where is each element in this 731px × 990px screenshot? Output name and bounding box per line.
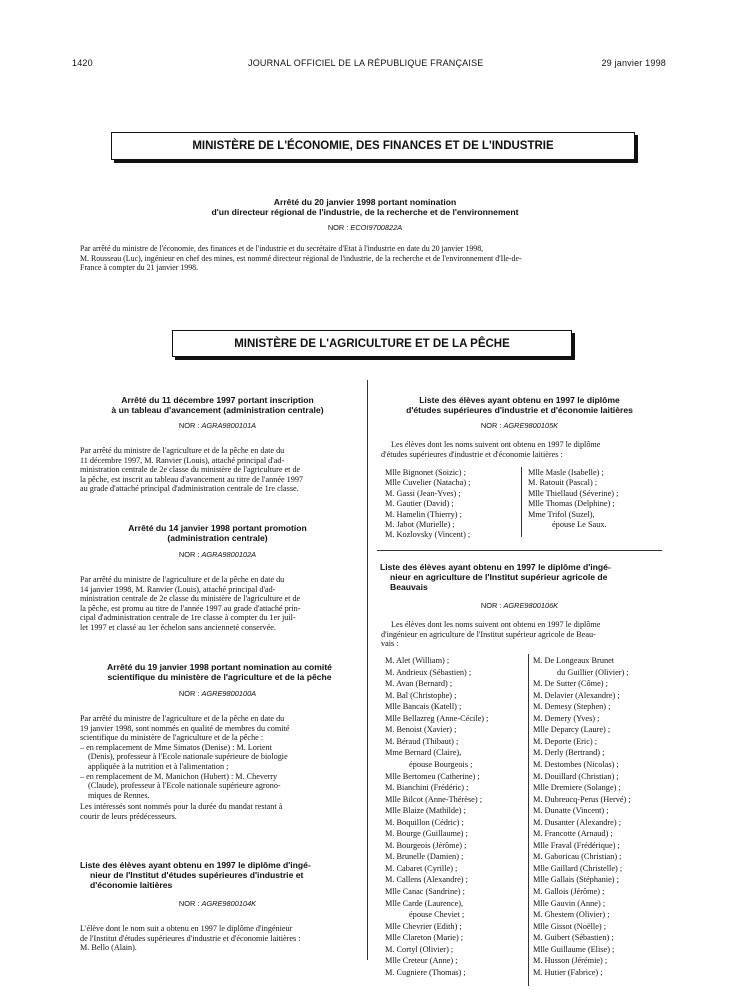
list-item: M. Dusanter (Alexandre) ; bbox=[533, 817, 622, 827]
list-item: Mlle Gallais (Stéphanie) ; bbox=[533, 875, 619, 885]
list-item: Mlle Gissot (Noëlle) ; bbox=[533, 921, 607, 931]
list-item: M. Gaboricau (Christian) ; bbox=[533, 852, 622, 862]
list-item: Mlle Bignonet (Soizic) ; bbox=[385, 468, 466, 477]
list-item: M. Andrieux (Sébastien) ; bbox=[385, 667, 472, 677]
list-item: M. Douillard (Christian) ; bbox=[533, 771, 619, 781]
list-item: M. Gallois (Jérôme) ; bbox=[533, 887, 605, 896]
list-item: Mlle Bancais (Katell) ; bbox=[385, 702, 462, 712]
nor-reference: NOR : ECOI9700822A bbox=[327, 223, 403, 232]
nor-reference: NOR : AGRE9800106K bbox=[480, 601, 559, 610]
list-item: Mlle Gauvin (Anne) ; bbox=[533, 898, 606, 908]
list-item: M. Jabot (Murielle) ; bbox=[385, 520, 455, 529]
list-item: M. De Sutter (Côme) ; bbox=[533, 679, 608, 689]
list-item: Mlle Cuvelier (Natacha) ; bbox=[385, 478, 471, 488]
list-item: Mlle Thomas (Delphine) ; bbox=[528, 499, 615, 509]
page-number: 1420 bbox=[72, 58, 93, 68]
decree-a1-text: Par arrêté du ministre de l'agriculture et de la pêche en date du 11 décembre 1997, M. Ranvier (Louis), attaché principal d'ad- ministration centrale de 2e classe du ministère de l'agriculture et de la pêche, est inscrit au tableau d'avancement au titre de l'année 1997 au grade d'attaché principal d'administration centrale de 1re classe. bbox=[80, 446, 304, 494]
list-item: Mlle Fraval (Frédérique) ; bbox=[533, 840, 620, 850]
column-divider bbox=[367, 380, 368, 960]
decree-a2-text: Par arrêté du ministre de l'agriculture et de la pêche en date du 14 janvier 1998, M. Ranvier (Louis), attaché principal d'ad- ministration centrale de 2e classe du ministère de l'agriculture et de la pêche, est promu au titre de l'année 1997 au grade d'attaché prin- cipal d'administration centrale de 1re classe à compter du 1er juil- let 1997 et classé au 1er échelon sans ancienneté conservée. bbox=[80, 575, 301, 632]
list-item: M. De Longeaux Brunet bbox=[533, 656, 615, 665]
list-b2-title: Liste des élèves ayant obtenu en 1997 le diplôme d'ingé- nieur en agriculture de l'Institut supérieur agricole de Beauvais bbox=[380, 562, 611, 592]
decree-a3-title: Arrêté du 19 janvier 1998 portant nomination au comité scientifique du ministère de l'agriculture et de la pêche bbox=[107, 662, 332, 682]
list-item: M. Destombes (Nicolas) ; bbox=[533, 759, 619, 769]
list-item: Mlle Blaize (Mathilde) ; bbox=[385, 806, 466, 816]
list-item: M. Bal (Christophe) ; bbox=[385, 690, 457, 700]
list-item: Mlle Bilcot (Anne-Thérèse) ; bbox=[385, 794, 482, 804]
list-item: M. Delavier (Alexandre) ; bbox=[533, 690, 620, 700]
list-item: Mlle Creteur (Anne) ; bbox=[385, 956, 458, 966]
list-item: M. Ratouit (Pascal) ; bbox=[528, 478, 598, 488]
nor-reference: NOR : AGRE9800100A bbox=[178, 689, 257, 698]
decree-a4-title: Liste des élèves ayant obtenu en 1997 le diplôme d'ingé- nieur de l'Institut d'études supérieures d'industrie et d'économie laitières bbox=[80, 860, 311, 890]
list-item: M. Demery (Yves) ; bbox=[533, 713, 600, 723]
list-item: Mlle Chevrier (Edith) ; bbox=[385, 921, 462, 931]
list-item: M. Bianchini (Frédéric) ; bbox=[385, 783, 469, 793]
list-item: M. Gassi (Jean-Yves) ; bbox=[385, 488, 461, 498]
journal-title: JOURNAL OFFICIEL DE LA RÉPUBLIQUE FRANÇAISE bbox=[248, 58, 484, 68]
list-item: M. Hutier (Fabrice) ; bbox=[533, 967, 603, 977]
list-item: M. Ghestem (Olivier) ; bbox=[533, 910, 610, 920]
decree-a3-text: Par arrêté du ministre de l'agriculture et de la pêche en date du 19 janvier 1998, sont nommés en qualité de membres du comité scientifique du ministère de l'agriculture et de la pêche : – en remplacement de Mme Simatos (Denise) : M. Lorient (Denis), professeur à l'Ecole nationale supérieure de biologie appliquée à la nutrition et à l'alimentation ; – en remplacement de M. Manichon (Hubert) : M. Cheverry (Claude), professeur à l'Ecole nationale supérieure agrono- miques de Rennes. Les intéressés sont nommés pour la durée du mandat restant à courir de leurs prédécesseurs. bbox=[80, 714, 290, 821]
list-item: Mme Trifol (Suzel), bbox=[528, 509, 595, 519]
list-item: M. Alet (William) ; bbox=[385, 656, 450, 665]
list-item: Mlle Masle (Isabelle) ; bbox=[528, 468, 604, 477]
list-item: M. Hamelin (Thierry) ; bbox=[385, 509, 462, 519]
list-item: M. Bourge (Guillaume) ; bbox=[385, 829, 468, 839]
list-item: Mlle Guillaume (Elise) ; bbox=[533, 944, 615, 954]
list-item: Mlle Deparcy (Laure) ; bbox=[533, 725, 611, 735]
list-item: M. Dubreucq-Perus (Hervé) ; bbox=[533, 794, 631, 804]
list-item: M. Cugniere (Thomas) ; bbox=[385, 967, 466, 977]
list-item: épouse Bourgeois ; bbox=[409, 759, 473, 769]
list-item: Mlle Bertomeu (Catherine) ; bbox=[385, 771, 480, 781]
section-separator bbox=[377, 550, 662, 551]
list-item: M. Béraud (Thibaut) ; bbox=[385, 736, 459, 746]
list-item: M. Cabaret (Cyrille) ; bbox=[385, 863, 458, 873]
list-item: M. Husson (Jérémie) ; bbox=[533, 956, 608, 966]
decree-title: Arrêté du 20 janvier 1998 portant nomination d'un directeur régional de l'industrie, de la recherche et de l'environnement bbox=[211, 197, 519, 217]
list-b2-text: Les élèves dont les noms suivent ont obtenu en 1997 le diplôme d'ingénieur en agriculture de l'Institut supérieur agricole de Beau- vais : bbox=[381, 620, 601, 649]
nor-reference: NOR : AGRE9800105K bbox=[480, 421, 559, 430]
list-item: épouse Le Saux. bbox=[552, 520, 607, 529]
nor-reference: NOR : AGRA9800101A bbox=[178, 421, 257, 430]
list-item: M. Guibert (Sébastien) ; bbox=[533, 933, 614, 943]
list-item: M. Derly (Bertrand) ; bbox=[533, 748, 605, 758]
list-item: M. Callens (Alexandre) ; bbox=[385, 875, 468, 885]
list-item: M. Benoist (Xavier) ; bbox=[385, 725, 457, 735]
list-divider bbox=[521, 467, 522, 537]
list-item: M. Dunatte (Vincent) ; bbox=[533, 806, 609, 816]
list-item: Mlle Thiellaud (Séverine) ; bbox=[528, 488, 619, 498]
decree-a2-title: Arrêté du 14 janvier 1998 portant promotion (administration centrale) bbox=[128, 523, 307, 543]
list-item: M. Boquillon (Cédric) ; bbox=[385, 817, 464, 827]
nor-reference: NOR : AGRE9800104K bbox=[178, 899, 257, 908]
ministry-economy-heading: MINISTÈRE DE L'ÉCONOMIE, DES FINANCES ET DE L'INDUSTRIE bbox=[111, 132, 635, 160]
nor-reference: NOR : AGRA9800102A bbox=[178, 550, 257, 559]
list-b1-text: Les élèves dont les noms suivent ont obtenu en 1997 le diplôme d'études supérieures d'industrie et d'économie laitières : bbox=[381, 440, 601, 459]
decree-a4-text: L'élève dont le nom suit a obtenu en 1997 le diplôme d'ingénieur de l'Institut d'études supérieures d'industrie et d'économie laitières : M. Bello (Alain). bbox=[80, 924, 301, 953]
list-item: M. Gautier (David) ; bbox=[385, 499, 454, 509]
list-item: M. Francotte (Arnaud) ; bbox=[533, 829, 613, 839]
list-item: épouse Cheviet ; bbox=[409, 910, 465, 920]
ministry-agriculture-heading: MINISTÈRE DE L'AGRICULTURE ET DE LA PÊCHE bbox=[172, 330, 572, 357]
list-item: du Guillier (Olivier) ; bbox=[557, 667, 629, 677]
list-item: M. Bourgeois (Jérôme) ; bbox=[385, 840, 467, 850]
list-item: M. Brunelle (Damien) ; bbox=[385, 852, 464, 862]
list-divider bbox=[528, 654, 529, 986]
list-item: M. Kozlovsky (Vincent) ; bbox=[385, 530, 471, 540]
list-b1-title: Liste des élèves ayant obtenu en 1997 le diplôme d'études supérieures d'industrie et d'économie laitières bbox=[406, 395, 633, 415]
list-item: Mlle Bellazreg (Anne-Cécile) ; bbox=[385, 713, 489, 723]
list-item: Mlle Carde (Laurence), bbox=[385, 898, 464, 908]
list-item: M. Cortyl (Olivier) ; bbox=[385, 944, 454, 954]
list-item: Mme Bernard (Claire), bbox=[385, 748, 462, 758]
list-item: Mlle Canac (Sandrine) ; bbox=[385, 887, 465, 896]
decree-text: Par arrêté du ministre de l'économie, des finances et de l'industrie et du secrétaire d'Etat à l'industrie en date du 20 janvier 1998, M. Rousseau (Luc), ingénieur en chef des mines, est nommé directeur régional de l'industrie, de la recherche et de l'environnement d'Ile-de- France à compter du 21 janvier 1998. bbox=[80, 244, 522, 273]
list-item: M. Demesy (Stephen) ; bbox=[533, 702, 611, 712]
list-item: Mlle Dremiere (Solange) ; bbox=[533, 783, 621, 793]
list-item: Mlle Gaillard (Christelle) ; bbox=[533, 863, 623, 873]
list-item: M. Avan (Bernard) ; bbox=[385, 679, 453, 689]
decree-a1-title: Arrêté du 11 décembre 1997 portant inscription à un tableau d'avancement (administration centrale) bbox=[111, 395, 324, 415]
list-item: Mlle Clareton (Marie) ; bbox=[385, 933, 464, 943]
list-item: M. Deporte (Eric) ; bbox=[533, 736, 598, 746]
issue-date: 29 janvier 1998 bbox=[601, 58, 666, 68]
